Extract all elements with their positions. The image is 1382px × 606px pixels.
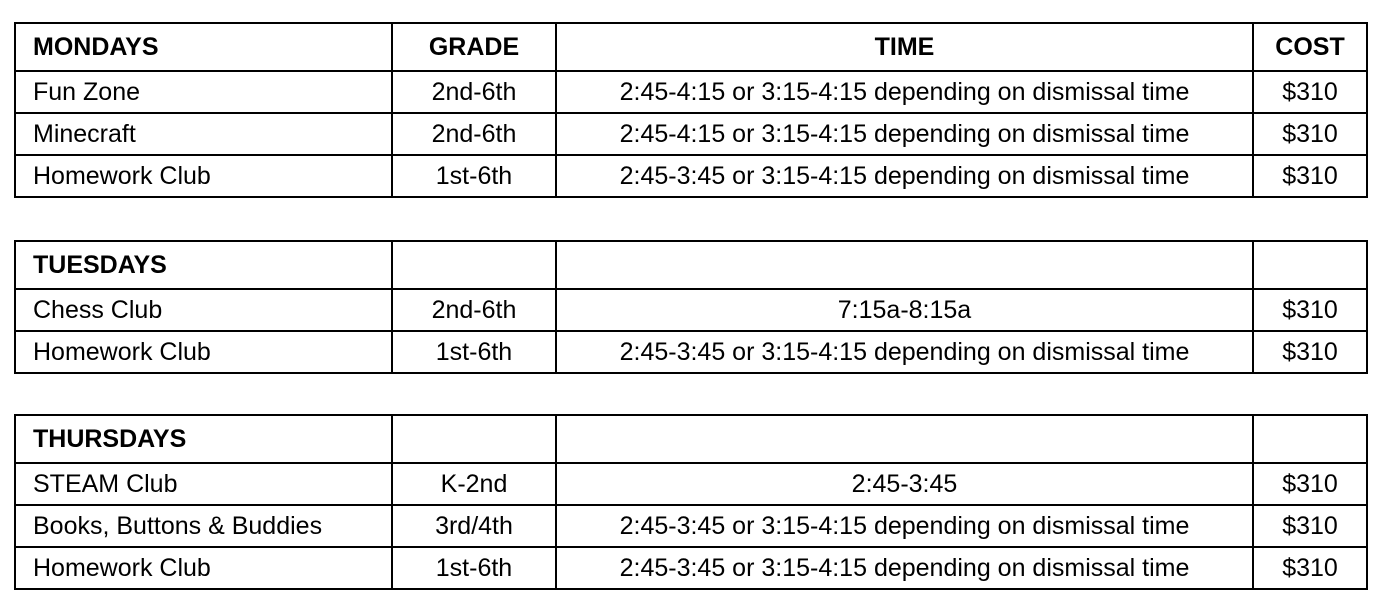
program-time: 2:45-3:45 or 3:15-4:15 depending on dismissal time	[556, 547, 1253, 589]
program-cost: $310	[1253, 547, 1367, 589]
table-row	[15, 505, 1367, 547]
program-name: Chess Club	[15, 289, 392, 331]
grade-column-header: GRADE	[392, 23, 556, 71]
tuesdays-schedule-table	[14, 240, 1368, 374]
table-row	[15, 331, 1367, 373]
cost-column-header-empty	[1253, 241, 1367, 289]
program-grade: 1st-6th	[392, 155, 556, 197]
program-time: 2:45-3:45 or 3:15-4:15 depending on dismissal time	[556, 331, 1253, 373]
table-row	[15, 289, 1367, 331]
program-name: Homework Club	[15, 547, 392, 589]
day-heading: THURSDAYS	[15, 415, 392, 463]
program-time: 2:45-3:45 or 3:15-4:15 depending on dismissal time	[556, 155, 1253, 197]
thursdays-schedule-table	[14, 414, 1368, 590]
time-column-header: TIME	[556, 23, 1253, 71]
program-cost: $310	[1253, 155, 1367, 197]
program-grade: 2nd-6th	[392, 289, 556, 331]
grade-column-header-empty	[392, 241, 556, 289]
program-grade: K-2nd	[392, 463, 556, 505]
time-column-header-empty	[556, 415, 1253, 463]
program-name: Fun Zone	[15, 71, 392, 113]
program-cost: $310	[1253, 505, 1367, 547]
table-header-row	[15, 23, 1367, 71]
program-name: Homework Club	[15, 155, 392, 197]
table-row	[15, 113, 1367, 155]
program-grade: 1st-6th	[392, 547, 556, 589]
program-cost: $310	[1253, 331, 1367, 373]
program-grade: 1st-6th	[392, 331, 556, 373]
day-heading: MONDAYS	[15, 23, 392, 71]
table-row	[15, 547, 1367, 589]
program-time: 2:45-3:45 or 3:15-4:15 depending on dismissal time	[556, 505, 1253, 547]
program-grade: 2nd-6th	[392, 71, 556, 113]
program-grade: 3rd/4th	[392, 505, 556, 547]
table-header-row	[15, 241, 1367, 289]
program-name: Books, Buttons & Buddies	[15, 505, 392, 547]
program-name: Minecraft	[15, 113, 392, 155]
program-time: 2:45-3:45	[556, 463, 1253, 505]
grade-column-header-empty	[392, 415, 556, 463]
program-grade: 2nd-6th	[392, 113, 556, 155]
day-heading: TUESDAYS	[15, 241, 392, 289]
table-row	[15, 155, 1367, 197]
time-column-header-empty	[556, 241, 1253, 289]
cost-column-header: COST	[1253, 23, 1367, 71]
program-cost: $310	[1253, 71, 1367, 113]
program-name: STEAM Club	[15, 463, 392, 505]
program-name: Homework Club	[15, 331, 392, 373]
program-time: 7:15a-8:15a	[556, 289, 1253, 331]
program-cost: $310	[1253, 463, 1367, 505]
cost-column-header-empty	[1253, 415, 1367, 463]
program-time: 2:45-4:15 or 3:15-4:15 depending on dismissal time	[556, 71, 1253, 113]
table-header-row	[15, 415, 1367, 463]
table-row	[15, 71, 1367, 113]
mondays-schedule-table	[14, 22, 1368, 198]
program-cost: $310	[1253, 289, 1367, 331]
program-cost: $310	[1253, 113, 1367, 155]
program-time: 2:45-4:15 or 3:15-4:15 depending on dismissal time	[556, 113, 1253, 155]
table-row	[15, 463, 1367, 505]
